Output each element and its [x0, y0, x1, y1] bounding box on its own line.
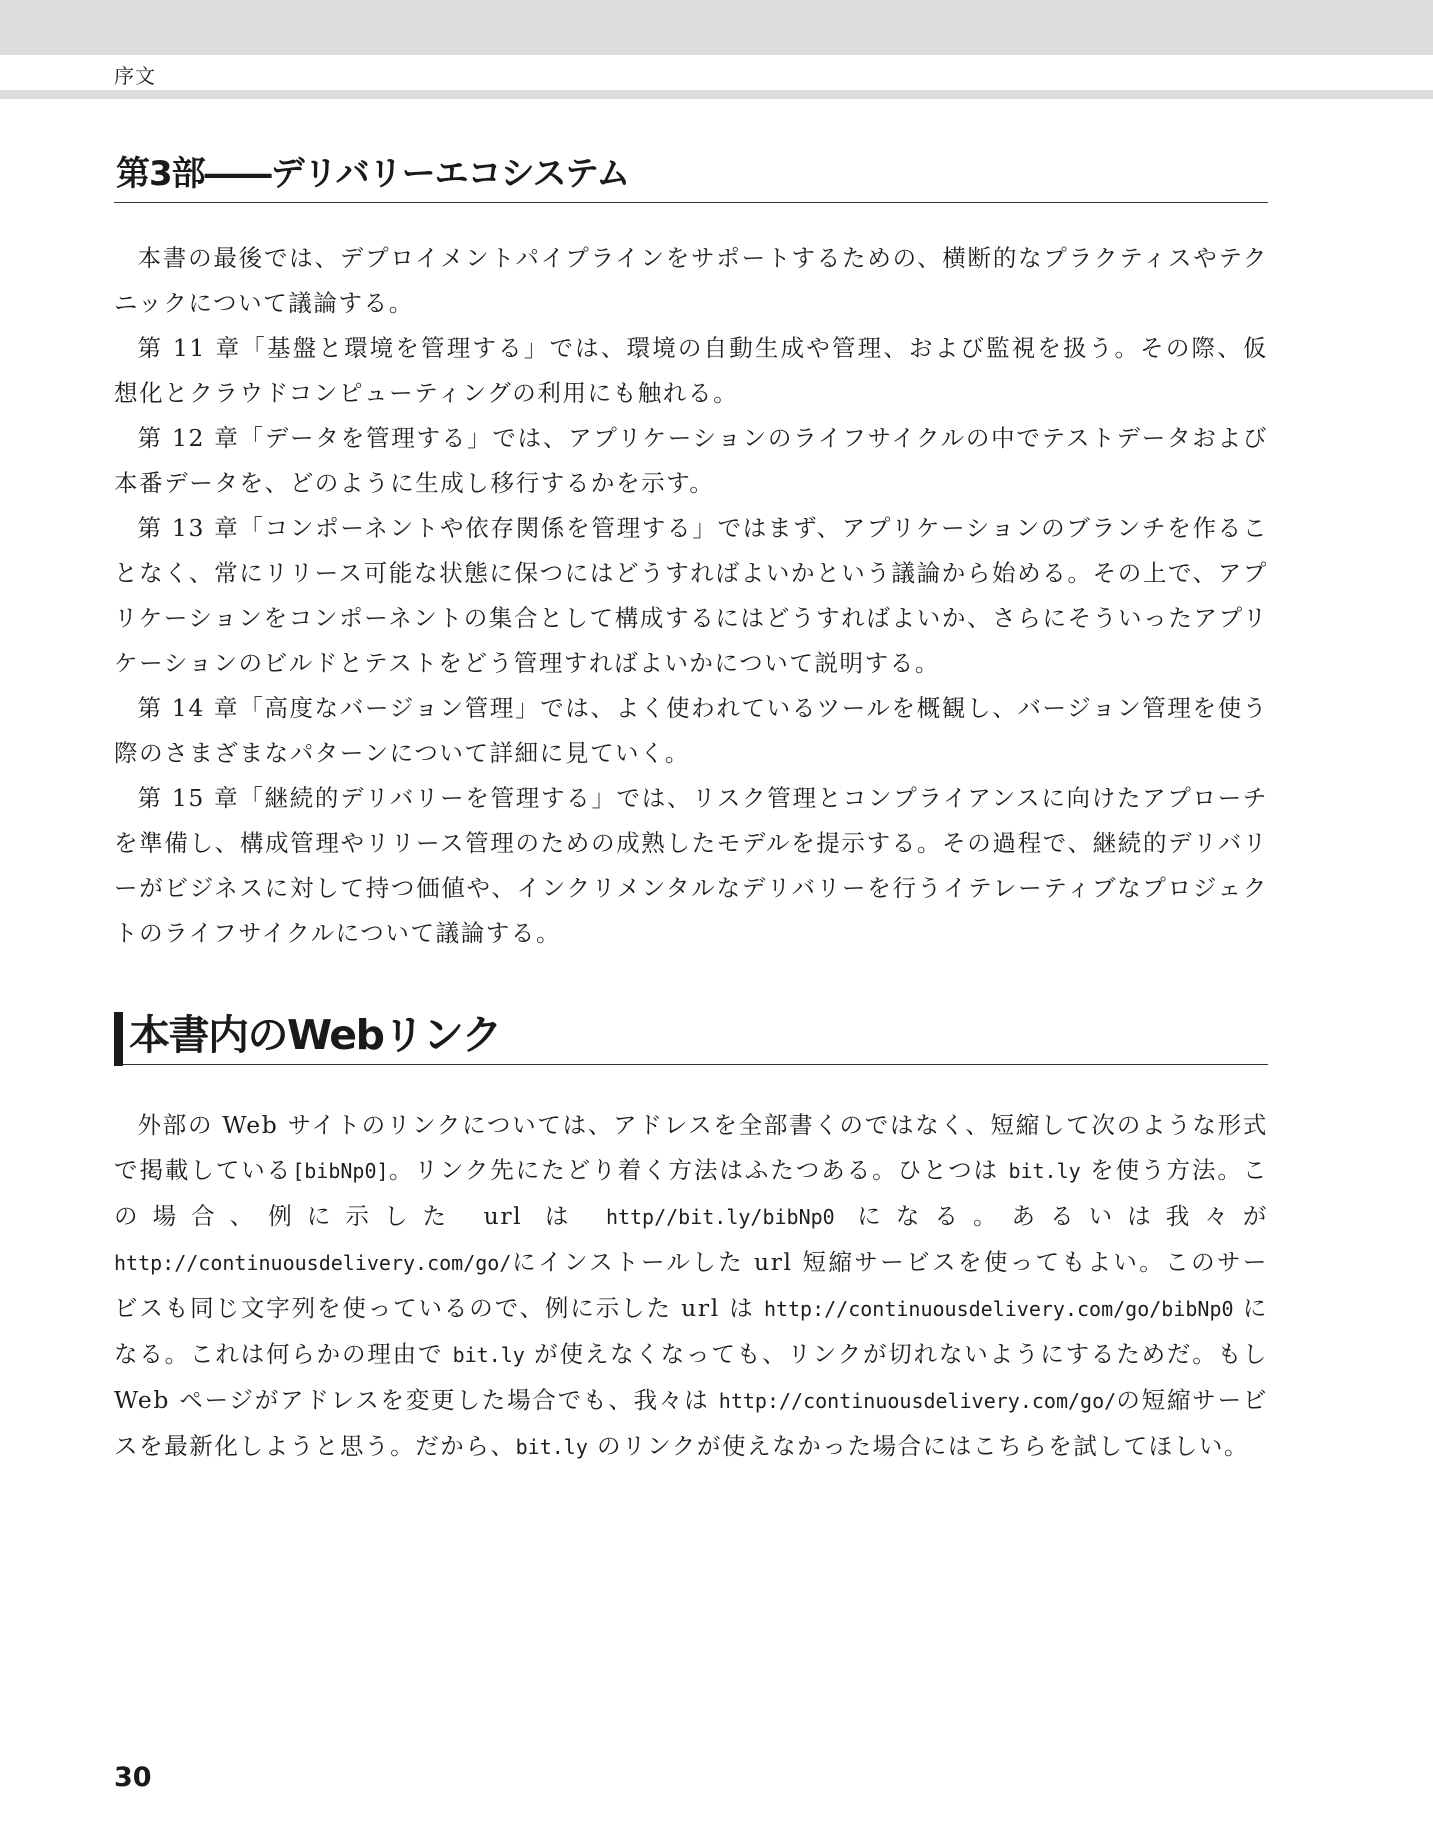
paragraph: 第 12 章「データを管理する」では、アプリケーションのライフサイクルの中でテストデータおよび本番データを、どのように生成し移行するかを示す。 — [114, 424, 1268, 498]
code-segment: bit.ly — [515, 1435, 588, 1459]
text-segment: が使えなくなっても、リンクが切れないようにするためだ。もし Web ページがアドレスを変更した場合でも、我々は — [114, 1340, 1268, 1414]
code-segment: bit.ly — [1008, 1159, 1081, 1183]
part3-section — [114, 155, 1268, 956]
text-segment: 外部の Web サイトのリンクについては、アドレスを全部書くのではなく、短縮して次のような形式で掲載している — [114, 1111, 1268, 1184]
weblinks-section — [114, 1012, 1268, 1470]
url-segment: http://continuousdelivery.com/go/ — [114, 1251, 512, 1275]
url-segment: http//bit.ly/bibNp0 — [605, 1205, 835, 1229]
paragraph: 第 15 章「継続的デリバリーを管理する」では、リスク管理とコンプライアンスに向けたアプローチを準備し、構成管理やリリース管理のための成熟したモデルを提示する。その過程で、継続的デリバリーがビジネスに対して持つ価値や、インクリメンタルなデリバリーを行うイテレーティブなプロジェクトのライフサイクルについて議論する。 — [114, 784, 1268, 948]
part3-body — [114, 236, 1268, 956]
text-segment: を使う方法。この場合、例に示した url は — [114, 1156, 1268, 1230]
header-rule — [0, 90, 1433, 99]
weblinks-heading — [114, 1012, 1268, 1065]
url-segment: http://continuousdelivery.com/go/bibNp0 — [763, 1297, 1234, 1321]
code-segment: [bibNp0] — [292, 1159, 389, 1183]
text-segment: の短縮サービスを最新化しようと思う。だから、 — [114, 1386, 1268, 1460]
weblinks-heading-text: 本書内のWebリンク — [129, 1010, 502, 1059]
running-header: 序文 — [114, 64, 156, 88]
text-segment: にインストールした url 短縮サービスを使ってもよい。このサービスも同じ文字列を使っているので、例に示した url は — [114, 1248, 1268, 1322]
code-segment: bit.ly — [452, 1343, 525, 1367]
paragraph: 第 11 章「基盤と環境を管理する」では、環境の自動生成や管理、および監視を扱う。その際、仮想化とクラウドコンピューティングの利用にも触れる。 — [114, 334, 1268, 408]
part3-heading: 第3部――デリバリーエコシステム — [114, 155, 1268, 203]
weblinks-paragraph — [114, 1103, 1268, 1470]
paragraph: 本書の最後では、デプロイメントパイプラインをサポートするための、横断的なプラクティスやテクニックについて議論する。 — [114, 244, 1268, 318]
url-segment: http://continuousdelivery.com/go/ — [718, 1389, 1117, 1413]
text-segment: のリンクが使えなかった場合にはこちらを試してほしい。 — [596, 1432, 1250, 1460]
weblinks-body — [114, 1103, 1268, 1470]
top-gray-band — [0, 0, 1433, 55]
heading-bar-marker — [114, 1012, 123, 1066]
paragraph: 第 14 章「高度なバージョン管理」では、よく使われているツールを概観し、バージョン管理を使う際のさまざまなパターンについて詳細に見ていく。 — [114, 694, 1268, 768]
text-segment: 。リンク先にたどり着く方法はふたつある。ひとつは — [388, 1156, 999, 1184]
paragraph: 第 13 章「コンポーネントや依存関係を管理する」ではまず、アプリケーションのブランチを作ることなく、常にリリース可能な状態に保つにはどうすればよいかという議論から始める。その上で、アプリケーションをコンポーネントの集合として構成するにはどうすればよいか、さらにそういったアプリケーションのビルドとテストをどう管理すればよいかについて説明する。 — [114, 514, 1268, 678]
page-number: 30 — [114, 1762, 152, 1793]
text-segment: になる。あるいは我々が — [857, 1202, 1269, 1230]
text-segment: になる。これは何らかの理由で — [114, 1294, 1269, 1368]
